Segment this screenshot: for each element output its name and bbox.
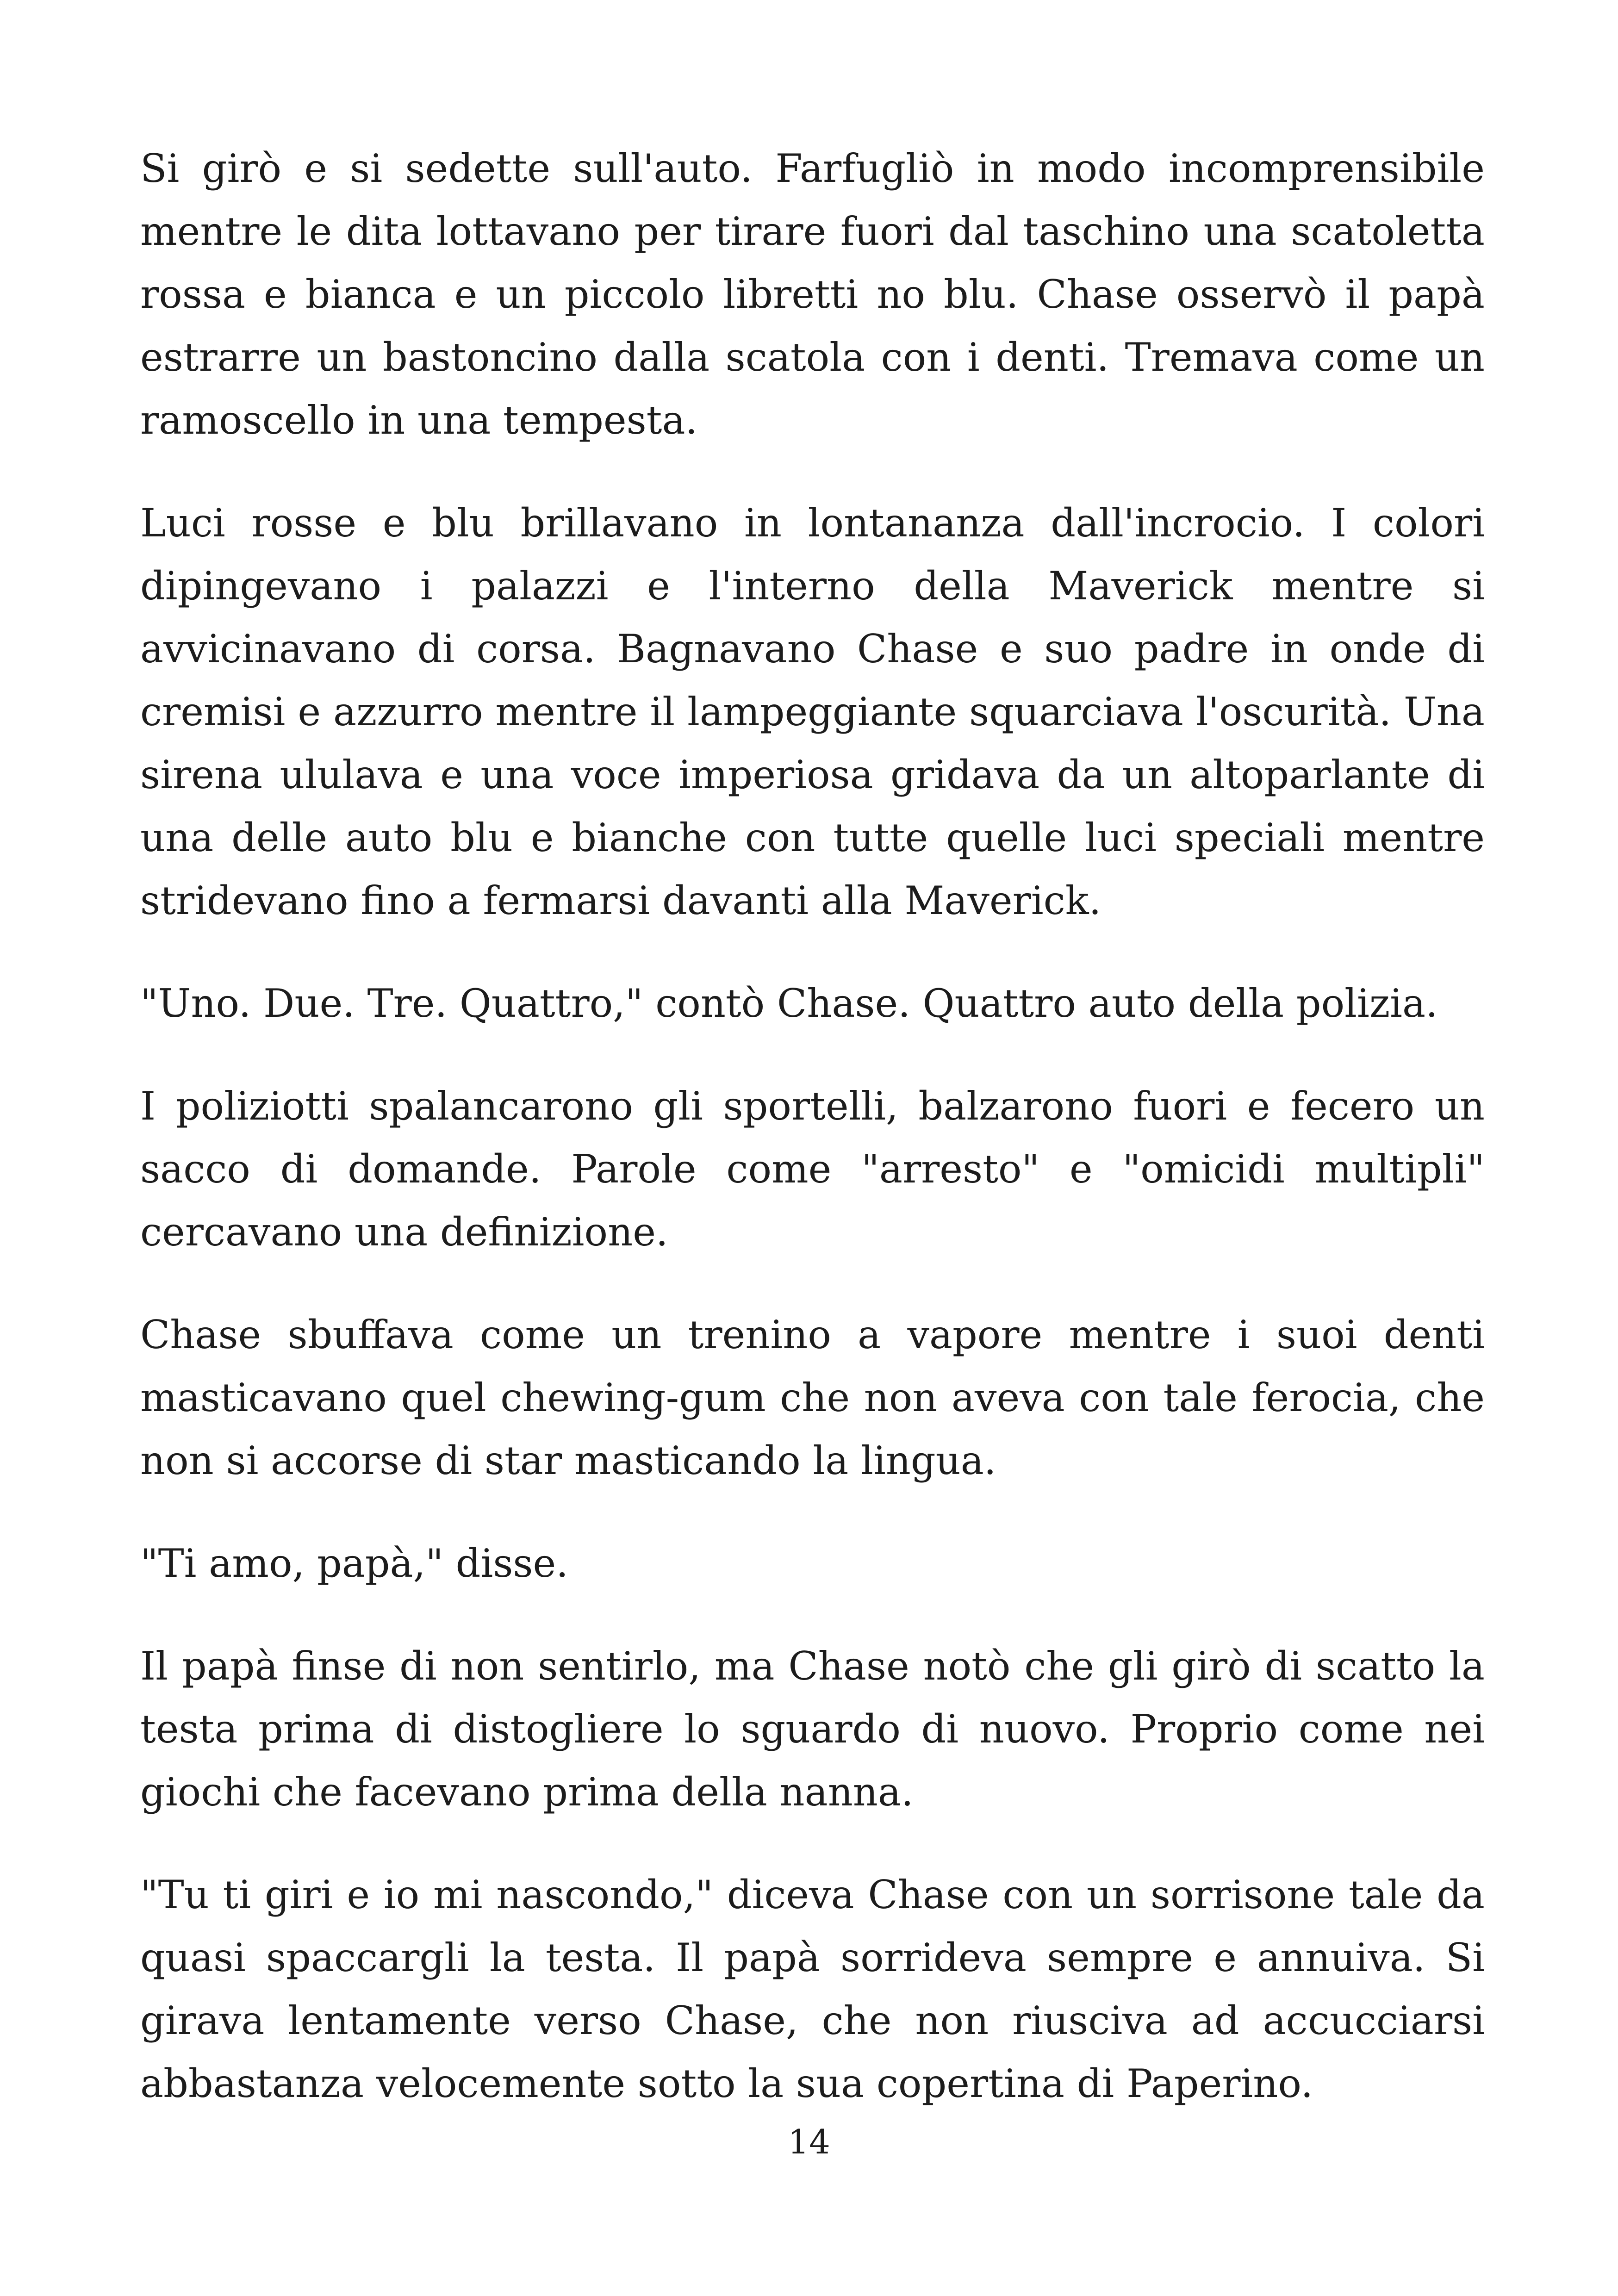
page-text [140, 137, 1485, 2155]
paragraph-7: Il papà finse di non sentirlo, ma Chase notò che gli girò di scatto la testa prima di distogliere lo sguardo di nuovo. Proprio come nei giochi che facevano prima della nanna. [140, 1643, 1485, 1815]
paragraph-2: Luci rosse e blu brillavano in lontananza dall'incrocio. I colori dipingevano i palazzi e l'interno della Maverick mentre si avvicinavano di corsa. Bagnavano Chase e suo padre in onde di cremisi e azzurro mentre il lampeggiante squarciava l'oscurità. Una sirena ululava e una voce imperiosa gridava da un altoparlante di una delle auto blu e bianche con tutte quelle luci speciali mentre stridevano fino a fermarsi davanti alla Maverick. [140, 500, 1485, 923]
paragraph-4: I poliziotti spalancarono gli sportelli, balzarono fuori e fecero un sacco di domande. Parole come "arresto" e "omicidi multipli" cercavano una definizione. [140, 1083, 1485, 1255]
paragraph-5: Chase sbuffava come un trenino a vapore mentre i suoi denti masticavano quel chewing-gum che non aveva con tale ferocia, che non si accorse di star masticando la lingua. [140, 1312, 1485, 1483]
page-number: 14 [788, 2122, 830, 2161]
paragraph-3: "Uno. Due. Tre. Quattro," contò Chase. Quattro auto della polizia. [140, 981, 1438, 1026]
paragraph-6: "Ti amo, papà," disse. [140, 1541, 568, 1586]
paragraph-1: Si girò e si sedette sull'auto. Farfugliò in modo incomprensibile mentre le dita lottavano per tirare fuori dal taschino una scatoletta rossa e bianca e un piccolo libretti no blu. Chase osservò il papà estrarre un bastoncino dalla scatola con i denti. Tremava come un ramoscello in una tempesta. [140, 146, 1485, 443]
paragraph-8: "Tu ti giri e io mi nascondo," diceva Chase con un sorrisone tale da quasi spaccargli la testa. Il papà sorrideva sempre e annuiva. Si girava lentamente verso Chase, che non riusciva ad accucciarsi abbastanza velocemente sotto la sua copertina di Paperino. [140, 1872, 1485, 2106]
